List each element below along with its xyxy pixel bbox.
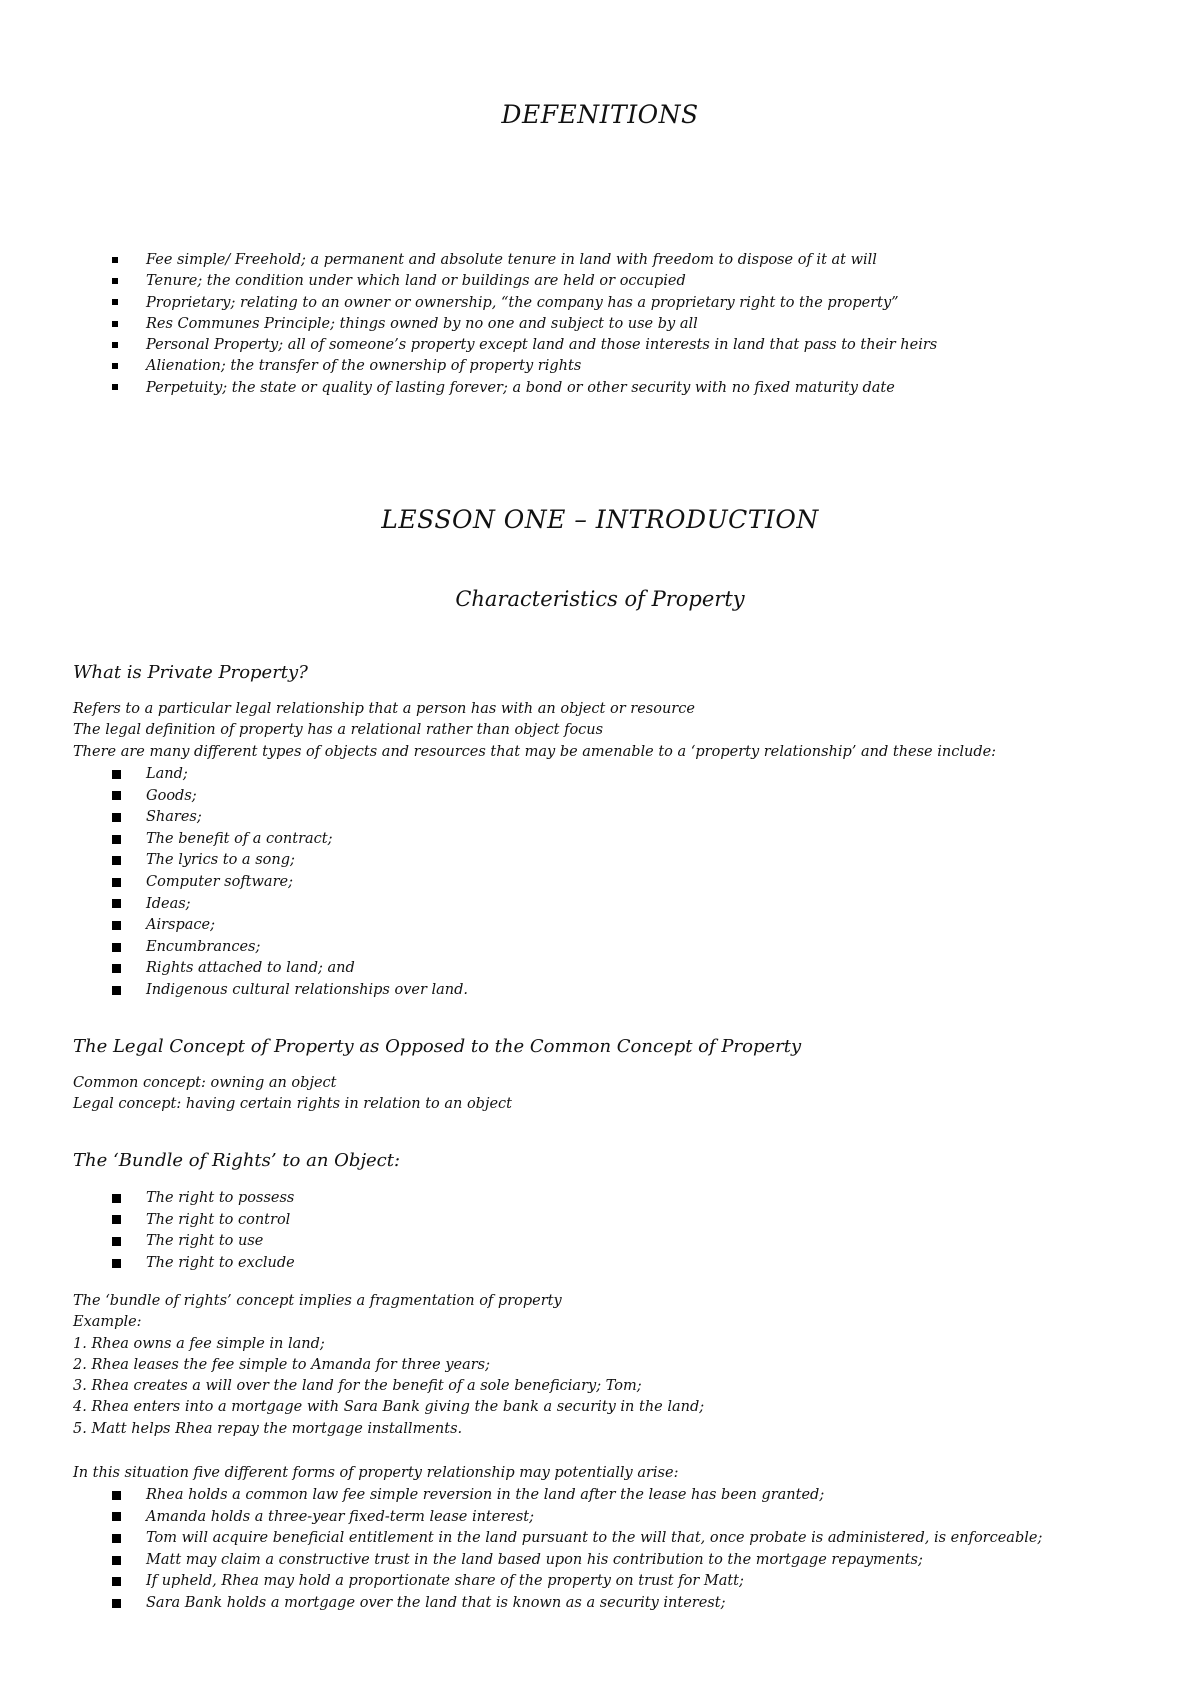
bullet-square-icon [112, 363, 118, 369]
bullet-square-icon [112, 1599, 121, 1608]
bullet-square-icon [112, 321, 118, 327]
list-item: Rhea holds a common law fee simple reversion in the land after the lease has been granted; [112, 1485, 1042, 1507]
list-item: The lyrics to a song; [112, 850, 468, 872]
list-item: Sara Bank holds a mortgage over the land that is known as a security interest; [112, 1593, 1042, 1615]
list-item: Matt may claim a constructive trust in the land based upon his contribution to the mortgage repayments; [112, 1550, 1042, 1572]
situation-list [112, 1485, 1042, 1615]
lesson-subtitle: Characteristics of Property [455, 587, 745, 611]
bullet-square-icon [112, 1237, 121, 1246]
legal-concept-text: Common concept: owning an object Legal concept: having certain rights in relation to an object [73, 1075, 512, 1113]
bullet-square-icon [112, 899, 121, 908]
list-item: The right to control [112, 1210, 295, 1232]
bullet-square-icon [112, 1512, 121, 1521]
list-item: The right to possess [112, 1188, 295, 1210]
bullet-square-icon [112, 791, 121, 800]
list-item: Personal Property; all of someone’s property except land and those interests in land that pass to their heirs [112, 335, 937, 356]
bullet-square-icon [112, 1577, 121, 1586]
list-item: Proprietary; relating to an owner or ownership, “the company has a proprietary right to the property” [112, 293, 937, 314]
bullet-square-icon [112, 964, 121, 973]
bullet-square-icon [112, 835, 121, 844]
list-item: Tom will acquire beneficial entitlement in the land pursuant to the will that, once probate is administered, is enforceable; [112, 1528, 1042, 1550]
bullet-square-icon [112, 1556, 121, 1565]
list-item: Res Communes Principle; things owned by no one and subject to use by all [112, 314, 937, 335]
bullet-square-icon [112, 770, 121, 779]
list-item: Perpetuity; the state or quality of lasting forever; a bond or other security with no fixed maturity date [112, 378, 937, 399]
bullet-square-icon [112, 278, 118, 284]
list-item: Alienation; the transfer of the ownership of property rights [112, 356, 937, 377]
list-item: Goods; [112, 786, 468, 808]
bullet-square-icon [112, 856, 121, 865]
list-item: Fee simple/ Freehold; a permanent and absolute tenure in land with freedom to dispose of it at will [112, 250, 937, 271]
bundle-example-text: The ‘bundle of rights’ concept implies a fragmentation of property Example: 1. Rhea owns a fee simple in land; 2. Rhea leases the fee simple to Amanda for three years; 3. Rhea creates a will over the land for the benefit of a sole beneficiary; Tom; 4. Rhea enters into a mortgage with Sara Bank giving the bank a security in the land; 5. Matt helps Rhea repay the mortgage installments. [73, 1293, 705, 1437]
list-item: The right to use [112, 1231, 295, 1253]
bullet-square-icon [112, 1259, 121, 1268]
list-item: Shares; [112, 807, 468, 829]
list-item: Airspace; [112, 915, 468, 937]
bullet-square-icon [112, 986, 121, 995]
bullet-square-icon [112, 921, 121, 930]
list-item: Rights attached to land; and [112, 958, 468, 980]
bullet-square-icon [112, 257, 118, 263]
definitions-title: DEFENITIONS [501, 100, 699, 129]
bullet-square-icon [112, 878, 121, 887]
bullet-square-icon [112, 342, 118, 348]
bullet-square-icon [112, 384, 118, 390]
bullet-square-icon [112, 299, 118, 305]
list-item: Ideas; [112, 894, 468, 916]
list-item: Indigenous cultural relationships over land. [112, 980, 468, 1002]
bundle-heading: The ‘Bundle of Rights’ to an Object: [73, 1150, 401, 1171]
list-item: If upheld, Rhea may hold a proportionate share of the property on trust for Matt; [112, 1571, 1042, 1593]
situation-intro: In this situation five different forms of property relationship may potentially arise: [73, 1465, 679, 1481]
definitions-list [112, 250, 937, 399]
bullet-square-icon [112, 1534, 121, 1543]
bullet-square-icon [112, 943, 121, 952]
list-item: The right to exclude [112, 1253, 295, 1275]
lesson-title: LESSON ONE – INTRODUCTION [381, 505, 819, 534]
bullet-square-icon [112, 1215, 121, 1224]
list-item: Computer software; [112, 872, 468, 894]
bullet-square-icon [112, 1194, 121, 1203]
bullet-square-icon [112, 1491, 121, 1500]
list-item: Encumbrances; [112, 937, 468, 959]
list-item: Tenure; the condition under which land or buildings are held or occupied [112, 271, 937, 292]
bundle-rights-list [112, 1188, 295, 1274]
property-types-list [112, 764, 468, 1002]
legal-concept-heading: The Legal Concept of Property as Opposed to the Common Concept of Property [73, 1036, 802, 1057]
bullet-square-icon [112, 813, 121, 822]
private-property-text: Refers to a particular legal relationship that a person has with an object or resource The legal definition of property has a relational rather than object focus There are many different types of objects and resources that may be amenable to a ‘property relationship’ and these include: [73, 701, 997, 760]
list-item: The benefit of a contract; [112, 829, 468, 851]
list-item: Land; [112, 764, 468, 786]
list-item: Amanda holds a three-year fixed-term lease interest; [112, 1507, 1042, 1529]
private-property-heading: What is Private Property? [73, 662, 308, 683]
